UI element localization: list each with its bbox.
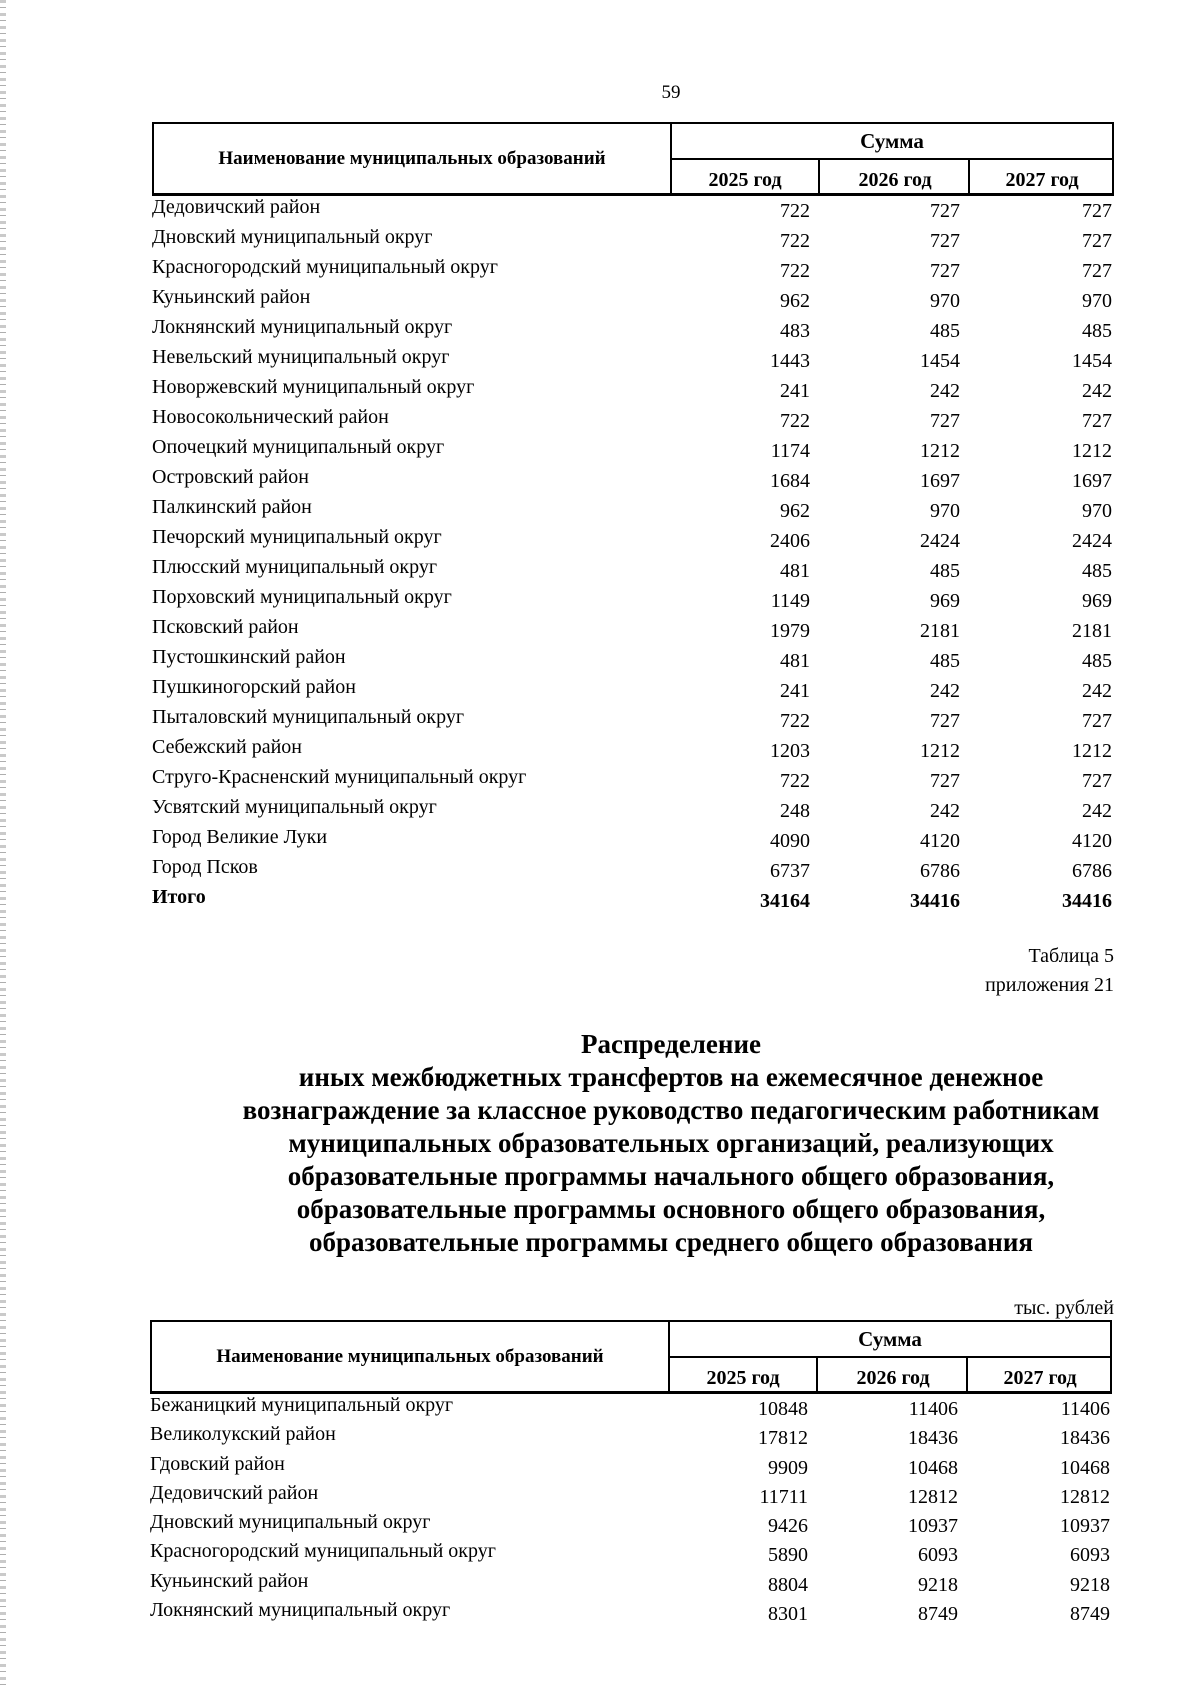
header-name-column: Наименование муниципальных образований bbox=[152, 1322, 670, 1391]
amount-2025: 4090 bbox=[770, 830, 810, 852]
amount-2026: 6093 bbox=[918, 1544, 958, 1567]
municipality-name: Итого bbox=[152, 886, 206, 908]
table-caption bbox=[985, 942, 1114, 1000]
municipality-name: Дедовичский район bbox=[152, 196, 321, 218]
amount-2026: 727 bbox=[930, 200, 960, 222]
municipality-name: Красногородский муниципальный округ bbox=[150, 1540, 496, 1563]
table-row bbox=[152, 496, 1114, 526]
scan-edge bbox=[0, 0, 6, 1686]
table-2-body bbox=[150, 1394, 1112, 1628]
amount-2026: 8749 bbox=[918, 1603, 958, 1626]
municipality-name: Пушкиногорский район bbox=[152, 676, 356, 698]
table-row bbox=[152, 406, 1114, 436]
municipality-name: Локнянский муниципальный округ bbox=[152, 316, 453, 338]
amount-2026: 242 bbox=[930, 800, 960, 822]
amount-2026: 727 bbox=[930, 710, 960, 732]
amount-2027: 242 bbox=[1082, 680, 1112, 702]
table-row bbox=[152, 856, 1114, 886]
title-line: образовательные программы основного общего образования, bbox=[296, 1194, 1046, 1224]
table-row bbox=[150, 1423, 1112, 1452]
amount-2027: 1454 bbox=[1072, 350, 1112, 372]
amount-2026: 10468 bbox=[908, 1456, 958, 1479]
amount-2025: 9909 bbox=[768, 1456, 808, 1479]
amount-2025: 241 bbox=[780, 680, 810, 702]
header-sum: Сумма bbox=[672, 124, 1112, 160]
table-row bbox=[150, 1599, 1112, 1628]
amount-2027: 970 bbox=[1082, 290, 1112, 312]
amount-2026: 2181 bbox=[920, 620, 960, 642]
amount-2027: 970 bbox=[1082, 500, 1112, 522]
table-row bbox=[152, 256, 1114, 286]
amount-2026: 4120 bbox=[920, 830, 960, 852]
amount-2027: 485 bbox=[1082, 320, 1112, 342]
amount-2025: 11711 bbox=[759, 1485, 808, 1508]
amount-2025: 8301 bbox=[768, 1603, 808, 1626]
amount-2025: 722 bbox=[780, 230, 810, 252]
amount-2026: 970 bbox=[930, 290, 960, 312]
table-row bbox=[152, 226, 1114, 256]
table-row bbox=[150, 1540, 1112, 1569]
amount-2025: 10848 bbox=[758, 1398, 808, 1420]
total-row bbox=[152, 886, 1114, 916]
municipality-name: Островский район bbox=[152, 466, 309, 488]
amount-2027: 34416 bbox=[1062, 890, 1112, 912]
amount-2025: 1149 bbox=[770, 590, 810, 612]
amount-2025: 1684 bbox=[770, 470, 810, 492]
table-row bbox=[152, 736, 1114, 766]
amount-2026: 242 bbox=[930, 380, 960, 402]
amount-2027: 2424 bbox=[1072, 530, 1112, 552]
municipality-name: Новоржевский муниципальный округ bbox=[152, 376, 475, 398]
title-line: муниципальных образовательных организаций, реализующих bbox=[288, 1128, 1054, 1158]
title-line: образовательные программы начального общего образования, bbox=[287, 1161, 1055, 1191]
municipality-name: Великолукский район bbox=[150, 1423, 336, 1446]
amount-2027: 4120 bbox=[1072, 830, 1112, 852]
municipality-name: Дедовичский район bbox=[150, 1481, 319, 1504]
header-year-2027: 2027 год bbox=[1005, 169, 1079, 191]
table-row bbox=[152, 676, 1114, 706]
amount-2025: 5890 bbox=[768, 1544, 808, 1567]
table-row bbox=[152, 466, 1114, 496]
amount-2027: 242 bbox=[1082, 380, 1112, 402]
header-year-2026: 2026 год bbox=[822, 160, 970, 194]
table-1-header bbox=[152, 122, 1114, 196]
table-row bbox=[152, 646, 1114, 676]
table-row bbox=[150, 1482, 1112, 1511]
amount-2025: 481 bbox=[780, 560, 810, 582]
amount-2026: 11406 bbox=[908, 1398, 958, 1420]
amount-2027: 1212 bbox=[1072, 440, 1112, 462]
amount-2026: 727 bbox=[930, 770, 960, 792]
municipality-name: Локнянский муниципальный округ bbox=[150, 1599, 451, 1622]
table-row bbox=[150, 1394, 1112, 1423]
amount-2027: 1212 bbox=[1072, 740, 1112, 762]
amount-2026: 1697 bbox=[920, 470, 960, 492]
amount-2025: 34164 bbox=[760, 890, 810, 912]
table-row bbox=[152, 556, 1114, 586]
amount-2025: 2406 bbox=[770, 530, 810, 552]
municipality-name: Пустошкинский район bbox=[152, 646, 346, 668]
amount-2027: 727 bbox=[1082, 770, 1112, 792]
amount-2027: 485 bbox=[1082, 650, 1112, 672]
amount-2026: 242 bbox=[930, 680, 960, 702]
amount-2026: 485 bbox=[930, 320, 960, 342]
table-row bbox=[150, 1570, 1112, 1599]
amount-2025: 6737 bbox=[770, 860, 810, 882]
municipality-name: Пыталовский муниципальный округ bbox=[152, 706, 465, 728]
amount-2027: 485 bbox=[1082, 560, 1112, 582]
amount-2027: 18436 bbox=[1060, 1427, 1110, 1450]
amount-2026: 485 bbox=[930, 560, 960, 582]
header-name-column: Наименование муниципальных образований bbox=[154, 124, 672, 193]
municipality-name: Город Великие Луки bbox=[152, 826, 328, 848]
table-2-header bbox=[150, 1320, 1112, 1394]
amount-2026: 727 bbox=[930, 230, 960, 252]
amount-2025: 481 bbox=[780, 650, 810, 672]
municipality-name: Дновский муниципальный округ bbox=[152, 226, 433, 248]
table-2 bbox=[150, 1320, 1112, 1628]
amount-2026: 1212 bbox=[920, 740, 960, 762]
amount-2026: 969 bbox=[930, 590, 960, 612]
table-row bbox=[152, 346, 1114, 376]
amount-2027: 1697 bbox=[1072, 470, 1112, 492]
amount-2027: 8749 bbox=[1070, 1603, 1110, 1626]
amount-2027: 727 bbox=[1082, 410, 1112, 432]
amount-2025: 1203 bbox=[770, 740, 810, 762]
table-row bbox=[152, 826, 1114, 856]
amount-2025: 483 bbox=[780, 320, 810, 342]
amount-2025: 722 bbox=[780, 770, 810, 792]
municipality-name: Куньинский район bbox=[152, 286, 311, 308]
amount-2025: 962 bbox=[780, 290, 810, 312]
table-row bbox=[152, 706, 1114, 736]
amount-2026: 10937 bbox=[908, 1515, 958, 1538]
municipality-name: Красногородский муниципальный округ bbox=[152, 256, 498, 278]
amount-2026: 727 bbox=[930, 260, 960, 282]
page-number: 59 bbox=[661, 82, 681, 103]
table-row bbox=[152, 586, 1114, 616]
title-line: вознаграждение за классное руководство педагогическим работникам bbox=[242, 1095, 1100, 1125]
header-sum: Сумма bbox=[670, 1322, 1110, 1358]
table-row bbox=[150, 1453, 1112, 1482]
table-row bbox=[152, 436, 1114, 466]
amount-2026: 34416 bbox=[910, 890, 960, 912]
amount-2025: 241 bbox=[780, 380, 810, 402]
header-year-2025: 2025 год bbox=[672, 160, 820, 194]
amount-2027: 727 bbox=[1082, 200, 1112, 222]
table-row bbox=[150, 1511, 1112, 1540]
amount-2027: 727 bbox=[1082, 230, 1112, 252]
amount-2027: 10937 bbox=[1060, 1515, 1110, 1538]
table-1 bbox=[152, 122, 1114, 916]
amount-2025: 962 bbox=[780, 500, 810, 522]
amount-2025: 722 bbox=[780, 200, 810, 222]
table-row bbox=[152, 196, 1114, 226]
amount-2027: 12812 bbox=[1060, 1485, 1110, 1508]
amount-2027: 10468 bbox=[1060, 1456, 1110, 1479]
amount-2025: 1443 bbox=[770, 350, 810, 372]
amount-2025: 722 bbox=[780, 710, 810, 732]
municipality-name: Порховский муниципальный округ bbox=[152, 586, 452, 608]
municipality-name: Невельский муниципальный округ bbox=[152, 346, 450, 368]
amount-2026: 727 bbox=[930, 410, 960, 432]
table-row bbox=[152, 526, 1114, 556]
table-1-body bbox=[152, 196, 1114, 916]
header-year-2027: 2027 год bbox=[1003, 1367, 1077, 1389]
amount-2026: 18436 bbox=[908, 1427, 958, 1450]
amount-2025: 9426 bbox=[768, 1515, 808, 1538]
municipality-name: Бежаницкий муниципальный округ bbox=[150, 1394, 454, 1416]
units-label: тыс. рублей bbox=[1014, 1297, 1114, 1319]
table-row bbox=[152, 316, 1114, 346]
amount-2025: 1979 bbox=[770, 620, 810, 642]
amount-2027: 242 bbox=[1082, 800, 1112, 822]
amount-2026: 485 bbox=[930, 650, 960, 672]
amount-2027: 969 bbox=[1082, 590, 1112, 612]
amount-2027: 727 bbox=[1082, 710, 1112, 732]
municipality-name: Струго-Красненский муниципальный округ bbox=[152, 766, 527, 788]
municipality-name: Палкинский район bbox=[152, 496, 312, 518]
amount-2027: 6093 bbox=[1070, 1544, 1110, 1567]
municipality-name: Дновский муниципальный округ bbox=[150, 1511, 431, 1534]
municipality-name: Куньинский район bbox=[150, 1569, 309, 1592]
table-row bbox=[152, 616, 1114, 646]
amount-2026: 1454 bbox=[920, 350, 960, 372]
municipality-name: Псковский район bbox=[152, 616, 299, 638]
title-line: образовательные программы среднего общего образования bbox=[308, 1227, 1034, 1257]
municipality-name: Гдовский район bbox=[150, 1452, 285, 1475]
municipality-name: Город Псков bbox=[152, 856, 258, 878]
amount-2026: 2424 bbox=[920, 530, 960, 552]
section-title bbox=[0, 1028, 1200, 1259]
municipality-name: Усвятский муниципальный округ bbox=[152, 796, 437, 818]
amount-2025: 722 bbox=[780, 260, 810, 282]
table-row bbox=[152, 766, 1114, 796]
amount-2026: 9218 bbox=[918, 1573, 958, 1596]
header-year-2026: 2026 год bbox=[820, 1358, 968, 1392]
table-row bbox=[152, 286, 1114, 316]
amount-2026: 12812 bbox=[908, 1485, 958, 1508]
amount-2026: 1212 bbox=[920, 440, 960, 462]
amount-2027: 9218 bbox=[1070, 1573, 1110, 1596]
amount-2027: 2181 bbox=[1072, 620, 1112, 642]
table-row bbox=[152, 376, 1114, 406]
amount-2025: 722 bbox=[780, 410, 810, 432]
table-row bbox=[152, 796, 1114, 826]
amount-2025: 248 bbox=[780, 800, 810, 822]
title-line: Распределение bbox=[580, 1029, 762, 1059]
municipality-name: Себежский район bbox=[152, 736, 302, 758]
caption-appendix: приложения 21 bbox=[985, 974, 1114, 996]
amount-2027: 6786 bbox=[1072, 860, 1112, 882]
municipality-name: Опочецкий муниципальный округ bbox=[152, 436, 445, 458]
municipality-name: Печорский муниципальный округ bbox=[152, 526, 442, 548]
amount-2027: 11406 bbox=[1060, 1398, 1110, 1420]
amount-2027: 727 bbox=[1082, 260, 1112, 282]
municipality-name: Плюсский муниципальный округ bbox=[152, 556, 438, 578]
municipality-name: Новосокольнический район bbox=[152, 406, 389, 428]
header-year-2025: 2025 год bbox=[670, 1358, 818, 1392]
amount-2025: 8804 bbox=[768, 1573, 808, 1596]
amount-2025: 17812 bbox=[758, 1427, 808, 1450]
caption-table-number: Таблица 5 bbox=[1028, 945, 1114, 967]
amount-2026: 6786 bbox=[920, 860, 960, 882]
amount-2025: 1174 bbox=[770, 440, 810, 462]
title-line: иных межбюджетных трансфертов на ежемесячное денежное bbox=[298, 1062, 1044, 1092]
amount-2026: 970 bbox=[930, 500, 960, 522]
